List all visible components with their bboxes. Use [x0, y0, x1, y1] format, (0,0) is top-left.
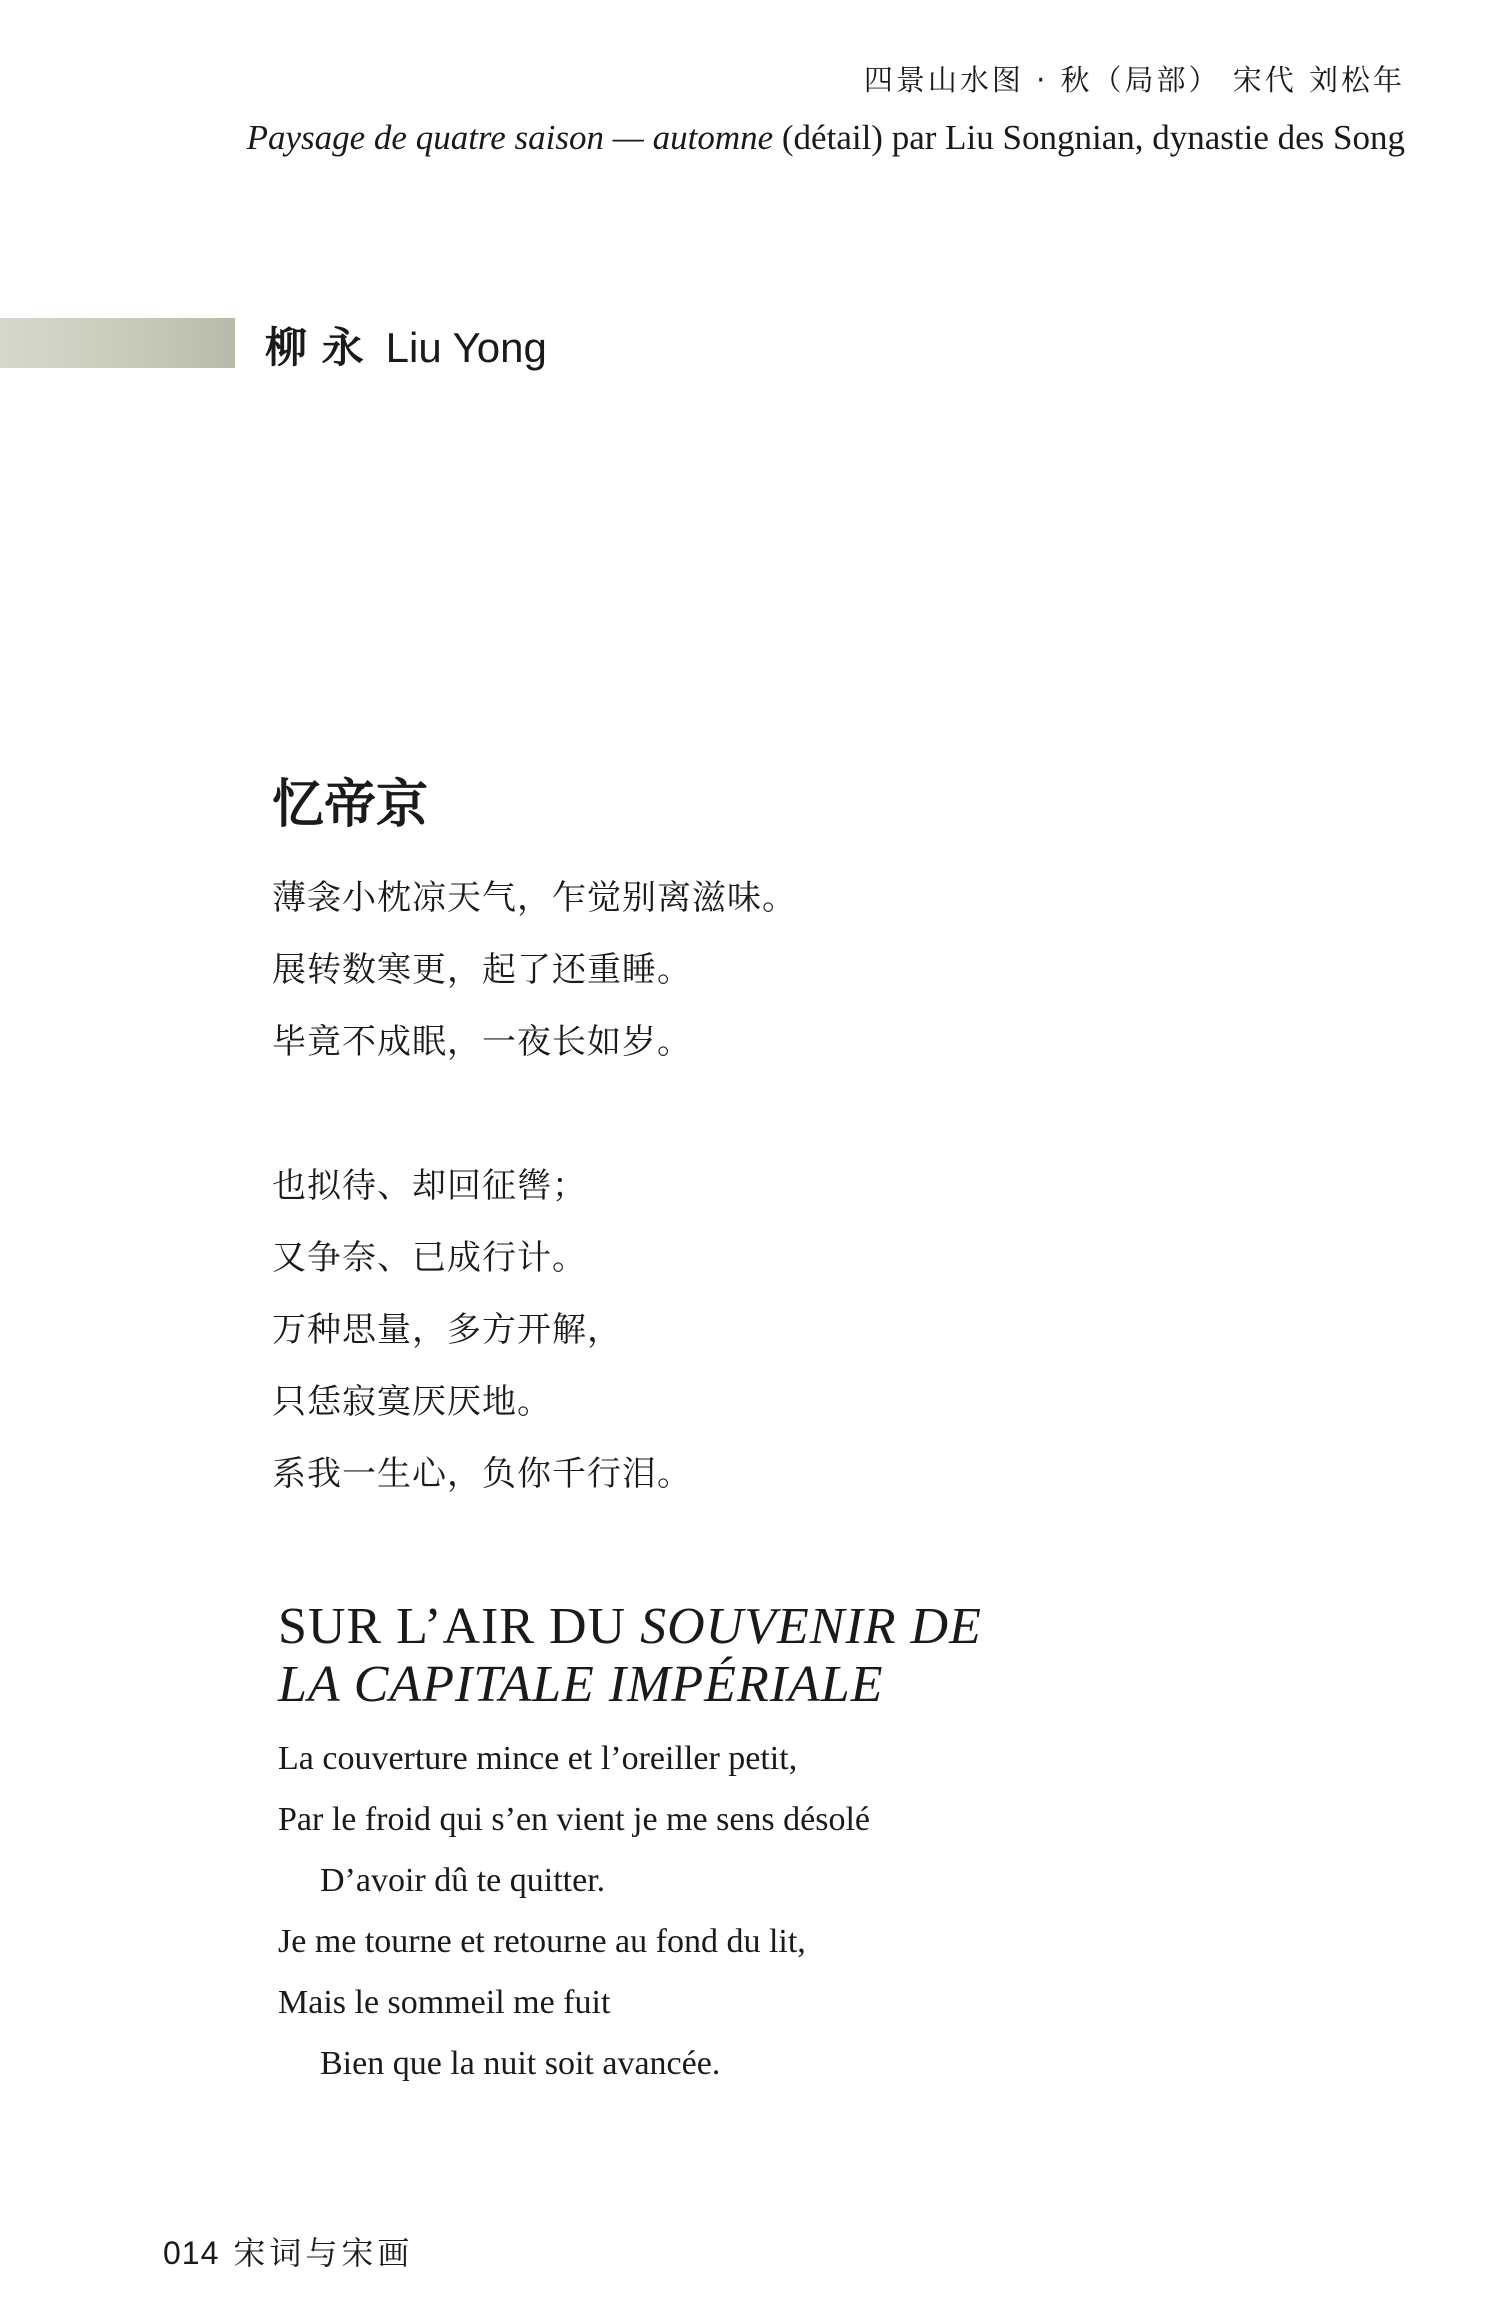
french-translation	[278, 1598, 1328, 2094]
caption-french-title: Paysage de quatre saison — automne	[246, 118, 774, 157]
image-caption-chinese: 四景山水图 · 秋（局部） 宋代 刘松年	[863, 63, 1405, 97]
poem-line: 毕竟不成眠，一夜长如岁。	[272, 1022, 692, 1062]
page-number: 014	[163, 2235, 220, 2271]
chinese-poem	[272, 770, 1172, 1510]
author-heading	[265, 315, 547, 375]
poem-line: 系我一生心，负你千行泪。	[272, 1454, 692, 1494]
translation-line: Par le froid qui s’en vient je me sens désolé	[278, 1801, 871, 1838]
poem-line: 万种思量，多方开解，	[272, 1310, 622, 1350]
author-name-chinese: 柳 永	[265, 323, 364, 372]
author-name-latin: Liu Yong	[385, 324, 547, 371]
translation-line: Mais le sommeil me fuit	[278, 1984, 611, 2021]
french-title-italic: LA CAPITALE IMPÉRIALE	[278, 1656, 884, 1713]
poem-line: 又争奈、已成行计。	[272, 1238, 587, 1278]
image-caption-french	[247, 118, 1405, 158]
french-poem-title	[278, 1598, 1328, 1714]
translation-line: D’avoir dû te quitter.	[320, 1862, 606, 1899]
caption-french-credit: (détail) par Liu Songnian, dynastie des Song	[773, 118, 1405, 157]
poem-line: 展转数寒更，起了还重睡。	[272, 950, 692, 990]
book-title: 宋词与宋画	[233, 2234, 414, 2272]
poem-line: 只恁寂寞厌厌地。	[272, 1382, 552, 1422]
chinese-poem-title: 忆帝京	[272, 775, 429, 835]
author-marker-bar	[0, 318, 235, 368]
french-title-part: SUR L’AIR DU	[278, 1598, 641, 1655]
translation-line: Bien que la nuit soit avancée.	[320, 2045, 721, 2082]
french-title-italic: SOUVENIR DE	[640, 1598, 982, 1655]
page-footer	[163, 2228, 413, 2274]
stanza-gap	[272, 1078, 1172, 1150]
translation-line: Je me tourne et retourne au fond du lit,	[278, 1923, 806, 1960]
translation-line: La couverture mince et l’oreiller petit,	[278, 1740, 798, 1777]
poem-line: 薄衾小枕凉天气，乍觉别离滋味。	[272, 878, 797, 918]
poem-line: 也拟待、却回征辔；	[272, 1166, 587, 1206]
